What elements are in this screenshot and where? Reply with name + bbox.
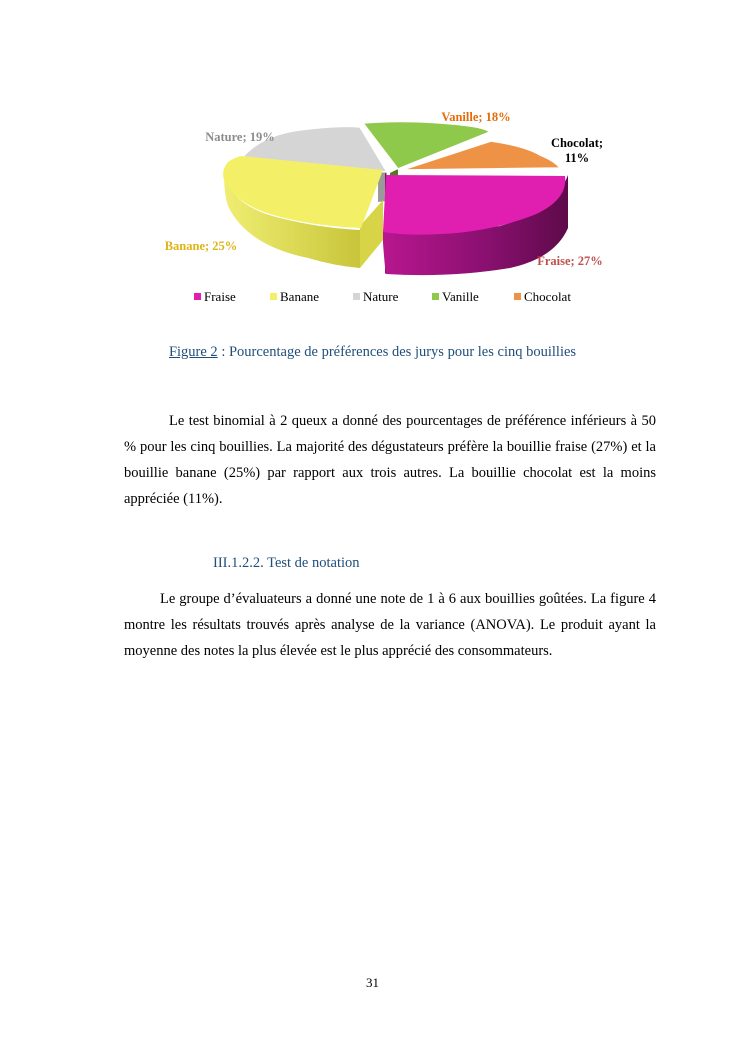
legend-item-banane (270, 289, 319, 305)
legend-item-vanille (432, 289, 479, 305)
legend-item-fraise (194, 289, 236, 305)
legend-item-chocolat (514, 289, 571, 305)
pie-label-vanille: Vanille; 18% (441, 110, 511, 124)
caption-text: : Pourcentage de préférences des jurys pour les cinq bouillies (217, 344, 577, 360)
legend-label: Chocolat (524, 289, 571, 304)
legend-label: Nature (363, 289, 399, 304)
legend-swatch (353, 293, 360, 300)
figure-caption (0, 344, 745, 361)
paragraph-binomial-test: Le test binomial à 2 queux a donné des pourcentages de préférence inférieurs à 50 % pour les cinq bouillies. La majorité des dégustateurs préfère la bouillie fraise (27%) et la bouillie banane (25%) par rapport aux trois autres. La bouillie chocolat est la moins appréciée (11%). (124, 413, 656, 507)
legend-label: Vanille (442, 289, 479, 304)
legend-item-nature (353, 289, 398, 305)
section-heading: III.1.2.2. Test de notation (213, 555, 360, 571)
legend-swatch (270, 293, 277, 300)
paragraph-rating-test: Le groupe d’évaluateurs a donné une note de 1 à 6 aux bouillies goûtées. La figure 4 montre les résultats trouvés après analyse de la variance (ANOVA). Le produit ayant la moyenne des notes la plus élevée est le plus apprécié des consommateurs. (124, 591, 656, 659)
legend-label: Fraise (204, 289, 236, 304)
legend-swatch (194, 293, 201, 300)
pie-label-chocolat-line1: Chocolat; (550, 136, 604, 150)
legend-swatch (432, 293, 439, 300)
pie-label-banane: Banane; 25% (164, 239, 238, 253)
pie-chart (150, 100, 630, 285)
pie-label-fraise: Fraise; 27% (537, 254, 603, 268)
page-number: 31 (366, 975, 379, 990)
pie-label-chocolat-line2: 11% (564, 151, 590, 165)
legend-label: Banane (280, 289, 319, 304)
legend-swatch (514, 293, 521, 300)
pie-label-nature: Nature; 19% (205, 130, 275, 144)
chart-legend (0, 289, 745, 305)
figure-reference: Figure 2 (168, 344, 218, 360)
